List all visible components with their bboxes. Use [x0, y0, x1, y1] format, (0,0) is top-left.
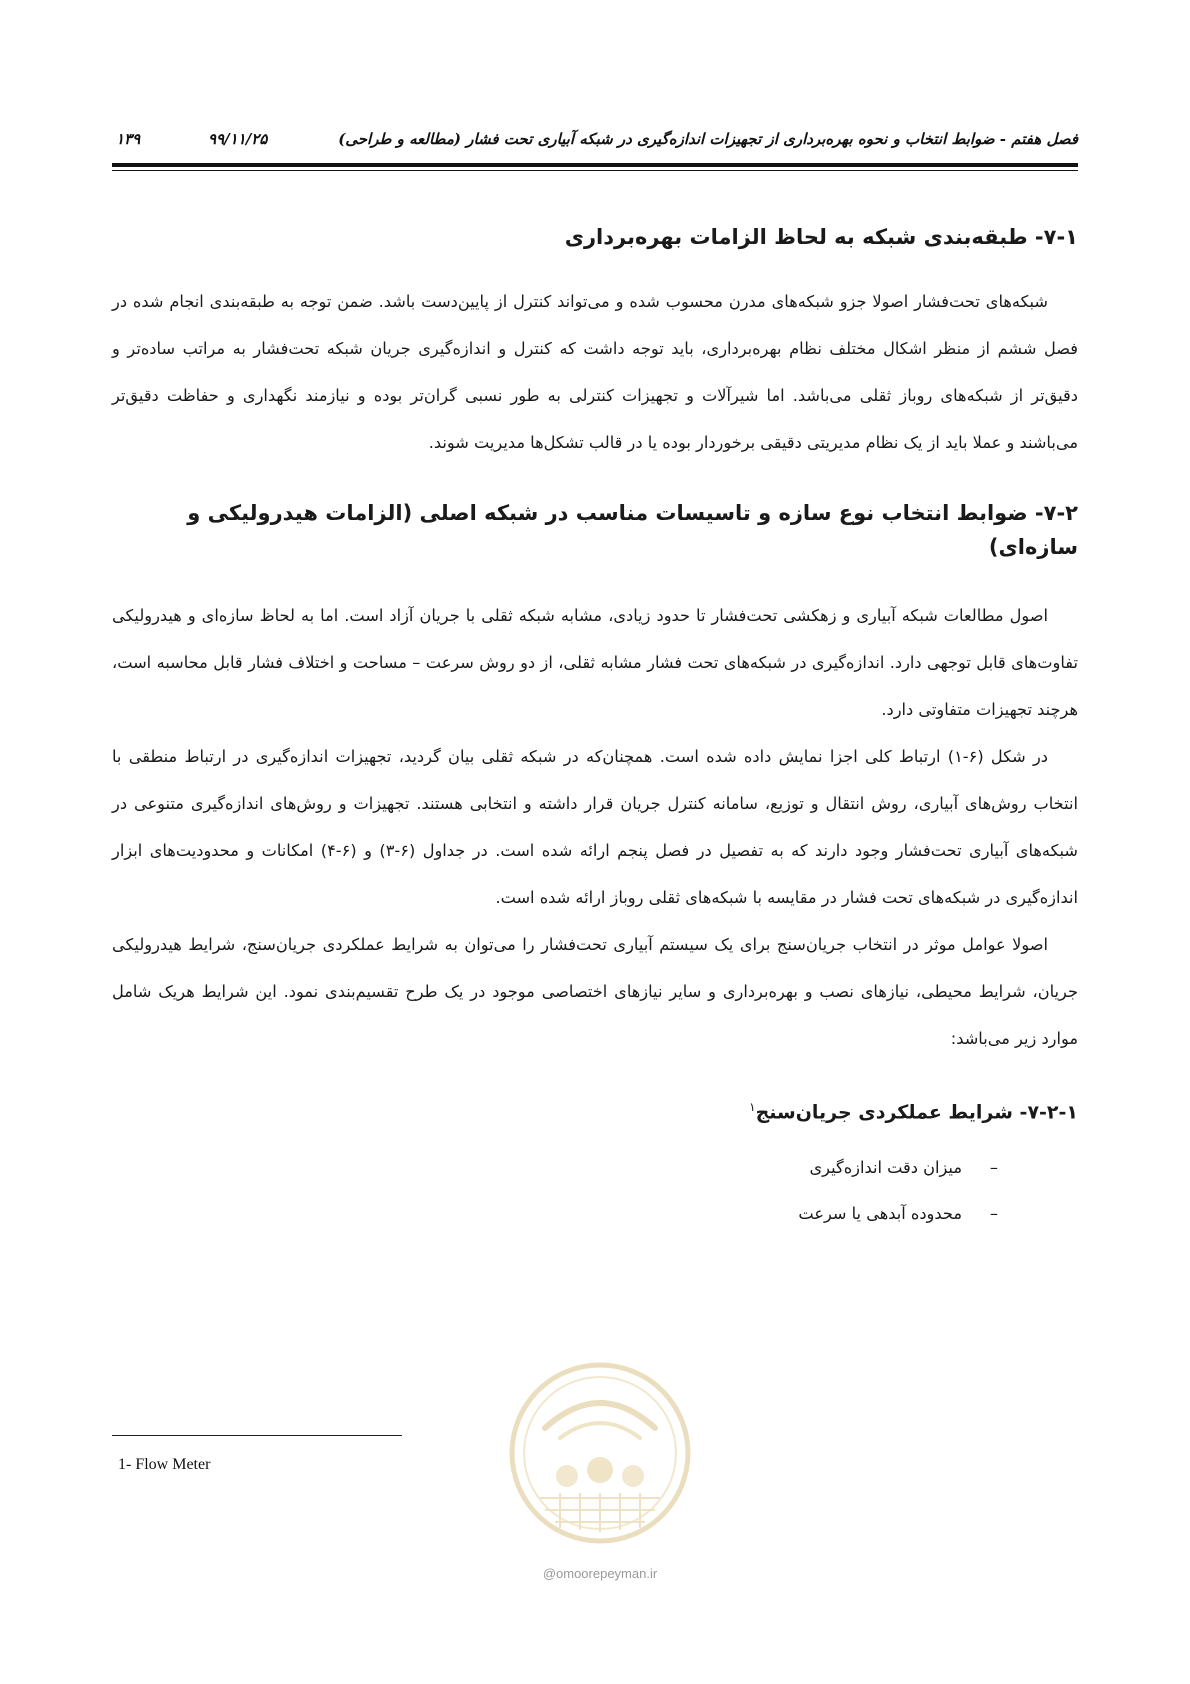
- section-heading-7-1: ۷-۱- طبقه‌بندی شبکه به لحاظ الزامات بهره‌برداری: [564, 225, 1078, 249]
- chapter-title: فصل هفتم - ضوابط انتخاب و نحوه بهره‌برداری از تجهیزات اندازه‌گیری در شبکه آبیاری تحت فشار (مطالعه و طراحی): [338, 130, 1078, 148]
- list-item-text: میزان دقت اندازه‌گیری: [809, 1158, 962, 1178]
- section-heading-7-2: ۷-۲- ضوابط انتخاب نوع سازه و تاسیسات مناسب در شبکه اصلی (الزامات هیدرولیکی و سازه‌ای): [187, 501, 1078, 559]
- main-content: [112, 200, 1078, 1237]
- bullet-list: [112, 1145, 1078, 1237]
- subsection-title: ۷-۲-۱- شرایط عملکردی جریان‌سنج: [755, 1101, 1078, 1124]
- header-date: ۹۹/۱۱/۲۵: [208, 130, 268, 148]
- dash-icon: –: [989, 1204, 998, 1224]
- paragraph: در شکل (۶-۱) ارتباط کلی اجزا نمایش داده شده است. همچنان‌که در شبکه ثقلی بیان گردید، تجهیزات اندازه‌گیری در ارتباط منطقی با انتخاب روش‌های آبیاری، روش انتقال و توزیع، سامانه کنترل جریان قرار داشته و انتخابی هستند. تجهیزات و روش‌های اندازه‌گیری متنوعی در شبکه‌های آبیاری تحت‌فشار وجود دارند که به تفصیل در فصل پنجم ارائه شده است. در جداول (۶-۳) و (۶-۴) امکانات و محدودیت‌های ابزار اندازه‌گیری در شبکه‌های تحت فشار در مقایسه با شبکه‌های ثقلی روباز ارائه شده است.: [112, 747, 1078, 907]
- header-rule-thick: [112, 163, 1078, 167]
- page-header: [112, 124, 1078, 154]
- page-number: ۱۳۹: [116, 130, 141, 148]
- header-rule-thin: [112, 170, 1078, 171]
- subsection-heading-7-2-1: [112, 1092, 1078, 1127]
- dash-icon: –: [989, 1158, 998, 1178]
- list-item-text: محدوده آبدهی یا سرعت: [798, 1204, 962, 1224]
- footnote: 1- Flow Meter: [118, 1456, 211, 1473]
- watermark-seal-icon: [505, 1358, 695, 1548]
- watermark-url: @omoorepeyman.ir: [542, 1566, 658, 1581]
- paragraph: اصول مطالعات شبکه آبیاری و زهکشی تحت‌فشار تا حدود زیادی، مشابه شبکه ثقلی با جریان آزاد است. اما به لحاظ سازه‌ای و هیدرولیکی تفاوت‌های قابل توجهی دارد. اندازه‌گیری در شبکه‌های تحت فشار مشابه ثقلی، از دو روش سرعت – مساحت و اختلاف فشار قابل محاسبه است، هرچند تجهیزات متفاوتی دارد.: [112, 606, 1078, 719]
- paragraph: شبکه‌های تحت‌فشار اصولا جزو شبکه‌های مدرن محسوب شده و می‌تواند کنترل از پایین‌دست باشد. ضمن توجه به طبقه‌بندی انجام شده در فصل ششم از منظر اشکال مختلف نظام بهره‌برداری، باید توجه داشت که کنترل و اندازه‌گیری جریان شبکه تحت‌فشار به مراتب ساده‌تر و دقیق‌تر از شبکه‌های روباز ثقلی می‌باشد. اما شیرآلات و تجهیزات کنترلی به طور نسبی گران‌تر بوده و نیازمند نگهداری و حفاظت دقیق‌تر می‌باشند و عملا باید از یک نظام مدیریتی دقیقی برخوردار بوده یا در قالب تشکل‌ها مدیریت شوند.: [112, 292, 1078, 452]
- footnote-rule: [112, 1435, 402, 1436]
- list-item: [112, 1145, 998, 1191]
- paragraph: اصولا عوامل موثر در انتخاب جریان‌سنج برای یک سیستم آبیاری تحت‌فشار را می‌توان به شرایط عملکردی جریان‌سنج، شرایط هیدرولیکی جریان، شرایط محیطی، نیازهای نصب و بهره‌برداری و سایر نیازهای اختصاصی موجود در یک طرح تقسیم‌بندی نمود. این شرایط هریک شامل موارد زیر می‌باشد:: [112, 935, 1078, 1048]
- list-item: [112, 1191, 998, 1237]
- footnote-ref: ۱: [749, 1100, 756, 1114]
